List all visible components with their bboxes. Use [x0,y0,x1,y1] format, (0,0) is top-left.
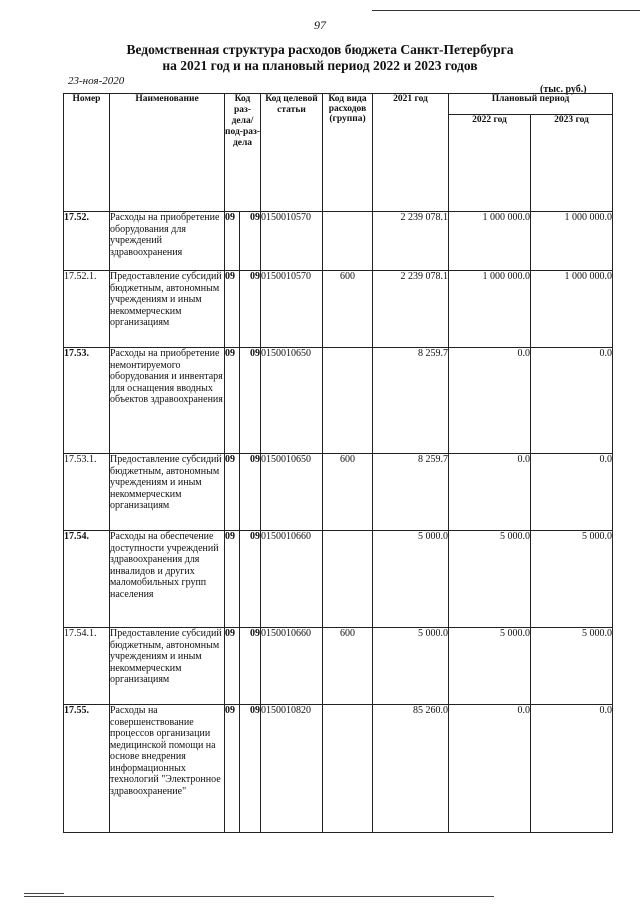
row-vid-code [323,531,373,628]
row-name: Предоставление субсидий бюджетным, автономным учреждениям и иным некоммерческим организациям [110,628,225,705]
row-amount-2022: 5 000.0 [449,628,531,705]
table-row [64,454,613,531]
table-row [64,212,613,271]
row-number: 17.52. [64,212,110,271]
table-row [64,705,613,833]
row-razdel: 09 [225,271,240,348]
row-amount-2022: 1 000 000.0 [449,271,531,348]
header-2023: 2023 год [531,115,613,212]
row-amount-2023: 5 000.0 [531,531,613,628]
row-podrazdel: 09 [240,628,261,705]
row-number: 17.54. [64,531,110,628]
document-date: 23-ноя-2020 [68,75,125,87]
table-row [64,348,613,454]
bottom-rule [24,896,494,897]
table-body [64,212,613,833]
units-label: (тыс. руб.) [540,84,587,95]
row-amount-2021: 8 259.7 [373,454,449,531]
row-target-code: 0150010650 [261,348,323,454]
header-2022: 2022 год [449,115,531,212]
top-rule [372,10,640,11]
row-vid-code [323,705,373,833]
row-name: Предоставление субсидий бюджетным, автономным учреждениям и иным некоммерческим организациям [110,271,225,348]
table-row [64,628,613,705]
row-amount-2023: 5 000.0 [531,628,613,705]
row-vid-code [323,212,373,271]
header-name: Наименование [110,94,225,212]
row-vid-code: 600 [323,271,373,348]
row-target-code: 0150010570 [261,271,323,348]
row-amount-2021: 85 260.0 [373,705,449,833]
row-name: Предоставление субсидий бюджетным, автономным учреждениям и иным некоммерческим организациям [110,454,225,531]
header-num: Номер [64,94,110,212]
row-name: Расходы на приобретение немонтируемого оборудования и инвентаря для оснащения вводных объектов здравоохранения [110,348,225,454]
row-number: 17.53.1. [64,454,110,531]
row-podrazdel: 09 [240,271,261,348]
header-2021: 2021 год [373,94,449,212]
row-amount-2023: 0.0 [531,705,613,833]
row-vid-code: 600 [323,628,373,705]
row-razdel: 09 [225,628,240,705]
budget-table [63,93,613,833]
title-line-1: Ведомственная структура расходов бюджета Санкт-Петербурга [126,42,514,57]
header-razdel: Код раз-дела/ под-раз-дела [225,94,261,212]
row-amount-2023: 0.0 [531,454,613,531]
row-podrazdel: 09 [240,212,261,271]
bottom-rule-short [24,893,64,894]
row-razdel: 09 [225,705,240,833]
row-amount-2021: 8 259.7 [373,348,449,454]
table-row [64,271,613,348]
row-podrazdel: 09 [240,705,261,833]
row-name: Расходы на совершенствование процессов организации медицинской помощи на основе внедрения информационных технологий "Электронное здравоохранение" [110,705,225,833]
row-amount-2021: 5 000.0 [373,531,449,628]
row-name: Расходы на приобретение оборудования для учреждений здравоохранения [110,212,225,271]
row-razdel: 09 [225,212,240,271]
row-razdel: 09 [225,531,240,628]
row-target-code: 0150010660 [261,628,323,705]
row-target-code: 0150010650 [261,454,323,531]
row-target-code: 0150010820 [261,705,323,833]
row-amount-2021: 5 000.0 [373,628,449,705]
row-razdel: 09 [225,454,240,531]
row-amount-2022: 5 000.0 [449,531,531,628]
row-number: 17.53. [64,348,110,454]
page-number: 97 [314,18,326,32]
row-number: 17.55. [64,705,110,833]
row-vid-code: 600 [323,454,373,531]
row-target-code: 0150010570 [261,212,323,271]
header-vid: Код вида расходов (группа) [323,94,373,212]
row-razdel: 09 [225,348,240,454]
row-amount-2022: 1 000 000.0 [449,212,531,271]
row-amount-2023: 1 000 000.0 [531,212,613,271]
row-amount-2022: 0.0 [449,705,531,833]
row-amount-2022: 0.0 [449,454,531,531]
row-amount-2023: 1 000 000.0 [531,271,613,348]
document-title [0,42,640,74]
header-target: Код целевой статьи [261,94,323,212]
row-number: 17.52.1. [64,271,110,348]
row-amount-2021: 2 239 078.1 [373,271,449,348]
row-podrazdel: 09 [240,531,261,628]
row-amount-2023: 0.0 [531,348,613,454]
row-podrazdel: 09 [240,348,261,454]
title-line-2: на 2021 год и на плановый период 2022 и 2023 годов [162,58,478,73]
row-podrazdel: 09 [240,454,261,531]
table-row [64,531,613,628]
row-target-code: 0150010660 [261,531,323,628]
row-number: 17.54.1. [64,628,110,705]
row-amount-2021: 2 239 078.1 [373,212,449,271]
row-amount-2022: 0.0 [449,348,531,454]
row-name: Расходы на обеспечение доступности учреждений здравоохранения для инвалидов и других маломобильных групп населения [110,531,225,628]
header-plan-period: Плановый период [449,94,613,115]
row-vid-code [323,348,373,454]
